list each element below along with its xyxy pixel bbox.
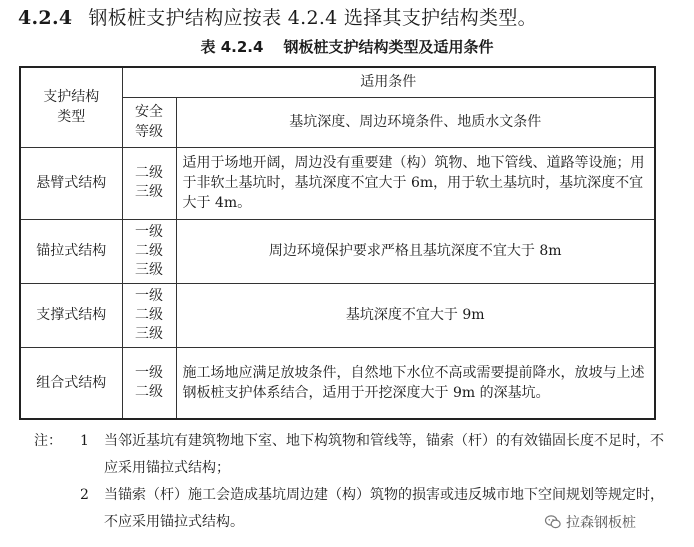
row-grades: 一级 二级 三级 (122, 283, 176, 347)
row-condition: 适用于场地开阔，周边没有重要建（构）筑物、地下管线、道路等设施；用于非软土基坑时，基坑深度不宜大于 6m，用于软土基坑时，基坑深度不宜大于 4m。 (176, 147, 655, 219)
header-conditions-group: 适用条件 (122, 67, 655, 97)
row-type: 组合式结构 (20, 347, 122, 419)
table-title: 钢板桩支护结构类型及适用条件 (283, 38, 494, 56)
row-type: 支撑式结构 (20, 283, 122, 347)
row-grades: 二级 三级 (122, 147, 176, 219)
header-grade: 安全等级 (122, 97, 176, 147)
note-prefix: 注： (34, 433, 62, 449)
note-index: 2 (80, 487, 89, 503)
row-condition: 基坑深度不宜大于 9m (176, 283, 655, 347)
watermark-text: 拉森钢板桩 (566, 515, 636, 531)
row-grades: 一级 二级 (122, 347, 176, 419)
watermark (544, 512, 636, 532)
table-caption (0, 36, 694, 58)
table-row (20, 219, 655, 283)
note-item (34, 428, 674, 482)
table-number: 表 4.2.4 (200, 38, 264, 56)
header-type: 支护结构类型 (20, 67, 122, 147)
note-text: 当邻近基坑有建筑物地下室、地下构筑物和管线等，锚索（杆）的有效锚固长度不足时，不应采用锚拉式结构； (104, 433, 664, 476)
table-header-row (20, 67, 655, 97)
table-row (20, 283, 655, 347)
clause-text: 钢板桩支护结构应按表 4.2.4 选择其支护结构类型。 (88, 7, 537, 29)
row-grades: 一级 二级 三级 (122, 219, 176, 283)
header-conditions: 基坑深度、周边环境条件、地质水文条件 (176, 97, 655, 147)
row-condition: 施工场地应满足放坡条件，自然地下水位不高或需要提前降水，放坡与上述钢板桩支护体系结合，适用于开挖深度大于 9m 的深基坑。 (176, 347, 655, 419)
note-index: 1 (80, 433, 89, 449)
wechat-icon (544, 513, 562, 531)
clause-heading (18, 4, 537, 32)
table-row (20, 147, 655, 219)
note-text: 当锚索（杆）施工会造成基坑周边建（构）筑物的损害或违反城市地下空间规划等规定时，不应采用锚拉式结构。 (104, 487, 664, 530)
support-structure-table (19, 66, 656, 420)
table-row (20, 347, 655, 419)
row-type: 悬臂式结构 (20, 147, 122, 219)
clause-number: 4.2.4 (18, 7, 73, 29)
row-type: 锚拉式结构 (20, 219, 122, 283)
row-condition: 周边环境保护要求严格且基坑深度不宜大于 8m (176, 219, 655, 283)
